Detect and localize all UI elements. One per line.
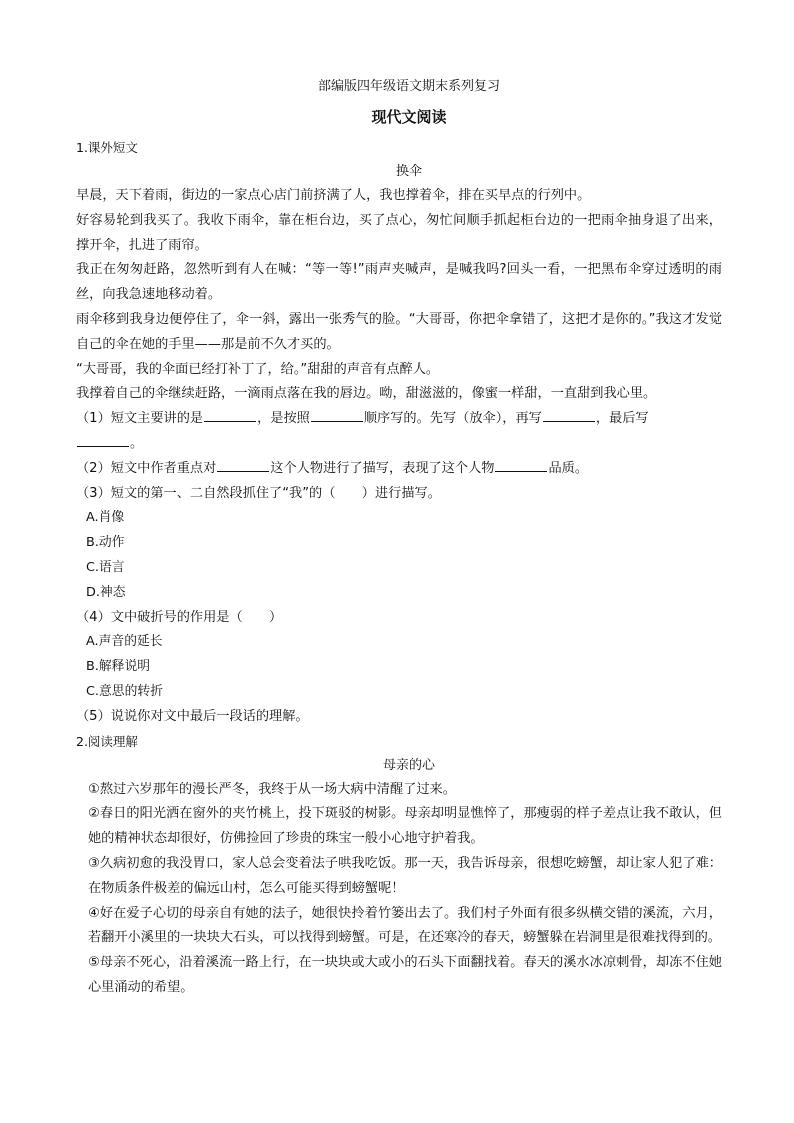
story-2-paragraph: ⑤母亲不死心，沿着溪流一路上行，在一块块或大或小的石头下面翻找着。春天的溪水冰凉刺骨，却冻不住她心里涌动的希望。 bbox=[88, 955, 722, 995]
story-1-paragraph: 我正在匆匆赶路，忽然听到有人在喊：“等一等!”雨声夹喊声，是喊我吗?回头一看，一把黑布伞穿过透明的雨丝，向我急速地移动着。 bbox=[76, 262, 722, 303]
section-2-heading: 2.阅读理解 bbox=[76, 733, 138, 749]
story-1-paragraph: 雨伞移到我身边便停住了，伞一斜，露出一张秀气的脸。“大哥哥，你把伞拿错了，这把才是你的。”我这才发觉自己的伞在她的手里——那是前不久才买的。 bbox=[76, 311, 722, 352]
story-1-title: 换伞 bbox=[395, 164, 422, 179]
answer-blank[interactable] bbox=[311, 407, 363, 422]
option-c[interactable]: C.意思的转折 bbox=[86, 683, 163, 699]
option-b[interactable]: B.动作 bbox=[86, 535, 125, 551]
document-page bbox=[76, 74, 722, 1001]
question-text: （2）短文中作者重点对 bbox=[76, 460, 217, 476]
option-a[interactable]: A.声音的延长 bbox=[86, 634, 163, 650]
story-2-paragraph: ①熬过六岁那年的漫长严冬，我终于从一场大病中清醒了过来。 bbox=[88, 781, 456, 797]
answer-blank[interactable] bbox=[77, 432, 129, 447]
answer-blank[interactable] bbox=[217, 457, 269, 472]
story-1-paragraph: “大哥哥，我的伞面已经打补丁了，给。”甜甜的声音有点醉人。 bbox=[76, 361, 440, 377]
question-text: 品质。 bbox=[548, 460, 589, 476]
question-text: 。 bbox=[130, 435, 144, 451]
story-1-paragraph: 好容易轮到我买了。我收下雨伞，靠在柜台边，买了点心，匆忙间顺手抓起柜台边的一把雨伞抽身退了出来，撑开伞，扎进了雨帘。 bbox=[76, 212, 722, 253]
question-4: （4）文中破折号的作用是（ ） bbox=[76, 609, 283, 625]
document-header: 部编版四年级语文期末系列复习 bbox=[317, 79, 500, 94]
option-c[interactable]: C.语言 bbox=[86, 559, 125, 575]
story-1-paragraph: 早晨，天下着雨，街边的一家点心店门前挤满了人，我也撑着伞，排在买早点的行列中。 bbox=[76, 188, 591, 203]
option-a[interactable]: A.肖像 bbox=[86, 510, 125, 526]
answer-blank[interactable] bbox=[543, 407, 595, 422]
story-2-paragraph: ③久病初愈的我没胃口，家人总会变着法子哄我吃饭。那一天，我告诉母亲，很想吃螃蟹，却让家人犯了难：在物质条件极差的偏远山村，怎么可能买得到螃蟹呢！ bbox=[88, 855, 722, 896]
answer-blank[interactable] bbox=[495, 457, 547, 472]
story-2-paragraph: ②春日的阳光洒在窗外的夹竹桃上，投下斑驳的树影。母亲却明显憔悴了，那瘦弱的样子差点让我不敢认，但她的精神状态却很好，仿佛捡回了珍贵的珠宝一般小心地守护着我。 bbox=[88, 806, 722, 847]
option-d[interactable]: D.神态 bbox=[86, 584, 126, 600]
question-text: 这个人物进行了描写，表现了这个人物 bbox=[270, 460, 495, 476]
story-2-title: 母亲的心 bbox=[382, 757, 435, 773]
question-1 bbox=[76, 407, 722, 457]
question-text: 顺序写的。先写（放伞），再写 bbox=[363, 411, 542, 427]
question-text: ，最后写 bbox=[595, 411, 649, 427]
question-3: （3）短文的第一、二自然段抓住了“我”的（ ）进行描写。 bbox=[76, 485, 441, 501]
story-1-paragraph: 我撑着自己的伞继续赶路，一滴雨点落在我的唇边。呦，甜滋滋的，像蜜一样甜，一直甜到我心里。 bbox=[76, 386, 657, 402]
question-text: ，是按照 bbox=[257, 411, 310, 427]
answer-blank[interactable] bbox=[204, 407, 256, 422]
page-title: 现代文阅读 bbox=[371, 108, 447, 126]
question-2 bbox=[76, 457, 722, 482]
question-5: （5）说说你对文中最后一段话的理解。 bbox=[76, 708, 309, 724]
section-1-heading: 1.课外短文 bbox=[76, 140, 138, 155]
question-text: （1）短文主要讲的是 bbox=[76, 411, 204, 427]
option-b[interactable]: B.解释说明 bbox=[86, 659, 151, 675]
story-2-paragraph: ④好在爱子心切的母亲自有她的法子，她很快拎着竹篓出去了。我们村子外面有很多纵横交错的溪流，六月，若翻开小溪里的一块块大石头，可以找得到螃蟹。可是，在还寒冷的春天，螃蟹躲在岩洞里是很难找得到的。 bbox=[88, 905, 722, 946]
